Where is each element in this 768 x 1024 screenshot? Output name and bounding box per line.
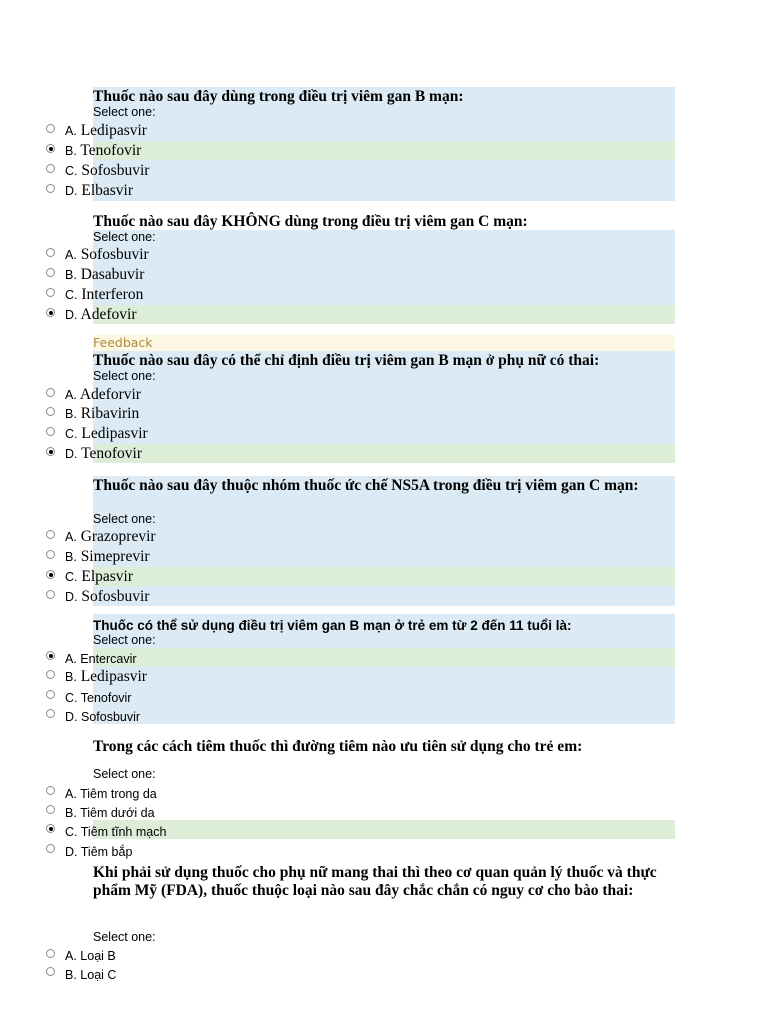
option-c[interactable]: C. Ledipasvir: [65, 425, 148, 442]
radio-button[interactable]: [46, 388, 55, 397]
option-a[interactable]: A. Grazoprevir: [65, 528, 156, 545]
radio-button[interactable]: [46, 447, 55, 456]
option-b[interactable]: B. Tiêm dưới da: [65, 806, 155, 820]
option-c[interactable]: C. Tenofovir: [65, 691, 132, 705]
option-d[interactable]: D. Adefovir: [65, 306, 137, 323]
option-d[interactable]: D. Sofosbuvir: [65, 588, 150, 605]
option-d[interactable]: D. Elbasvir: [65, 182, 134, 199]
radio-button[interactable]: [46, 124, 55, 133]
radio-button[interactable]: [46, 967, 55, 976]
radio-button[interactable]: [46, 709, 55, 718]
option-d[interactable]: D. Tenofovir: [65, 445, 143, 462]
question-text: Thuốc nào sau đây thuộc nhóm thuốc ức chế NS5A trong điều trị viêm gan C mạn:: [93, 477, 639, 494]
option-d[interactable]: D. Sofosbuvir: [65, 710, 141, 724]
question-text: Thuốc nào sau đây có thể chỉ định điều trị viêm gan B mạn ở phụ nữ có thai:: [93, 352, 600, 369]
option-b[interactable]: B. Tenofovir: [65, 142, 142, 159]
radio-button[interactable]: [46, 288, 55, 297]
radio-button[interactable]: [46, 844, 55, 853]
select-one-label: Select one:: [93, 633, 156, 647]
select-one-label: Select one:: [93, 767, 156, 781]
radio-button[interactable]: [46, 690, 55, 699]
radio-button[interactable]: [46, 530, 55, 539]
radio-button[interactable]: [46, 164, 55, 173]
radio-button[interactable]: [46, 184, 55, 193]
option-a[interactable]: A. Ledipasvir: [65, 122, 147, 139]
option-b[interactable]: B. Ledipasvir: [65, 668, 147, 685]
radio-button[interactable]: [46, 550, 55, 559]
option-d[interactable]: D. Tiêm bắp: [65, 845, 133, 859]
option-c[interactable]: C. Tiêm tĩnh mạch: [65, 825, 167, 839]
select-one-label: Select one:: [93, 369, 156, 383]
radio-button[interactable]: [46, 670, 55, 679]
question-text: Thuốc nào sau đây KHÔNG dùng trong điều trị viêm gan C mạn:: [93, 213, 528, 230]
selected-highlight: [93, 648, 675, 667]
option-a[interactable]: A. Loại B: [65, 949, 116, 963]
radio-button[interactable]: [46, 590, 55, 599]
select-one-label: Select one:: [93, 930, 156, 944]
question-text: Khi phải sử dụng thuốc cho phụ nữ mang thai thì theo cơ quan quản lý thuốc và thực phẩm Mỹ (FDA), thuốc thuộc loại nào sau đây chắc chắn có nguy cơ cho bào thai:: [93, 864, 657, 899]
radio-button[interactable]: [46, 570, 55, 579]
selected-highlight: [93, 305, 675, 324]
option-a[interactable]: A. Sofosbuvir: [65, 246, 149, 263]
question-text: Thuốc có thể sử dụng điều trị viêm gan B mạn ở trẻ em từ 2 đến 11 tuổi là:: [93, 618, 572, 633]
option-b[interactable]: B. Simeprevir: [65, 548, 150, 565]
radio-button[interactable]: [46, 407, 55, 416]
option-c[interactable]: C. Elpasvir: [65, 568, 134, 585]
select-one-label: Select one:: [93, 512, 156, 526]
question-text: Thuốc nào sau đây dùng trong điều trị viêm gan B mạn:: [93, 88, 464, 105]
select-one-label: Select one:: [93, 230, 156, 244]
question-block: [93, 476, 675, 606]
question-text: Trong các cách tiêm thuốc thì đường tiêm nào ưu tiên sử dụng cho trẻ em:: [93, 738, 583, 755]
selected-highlight: [93, 567, 675, 586]
feedback-label: Feedback: [93, 335, 675, 351]
option-a[interactable]: A. Adeforvir: [65, 386, 141, 403]
selected-highlight: [93, 141, 675, 160]
radio-button[interactable]: [46, 786, 55, 795]
option-c[interactable]: C. Sofosbuvir: [65, 162, 150, 179]
radio-button[interactable]: [46, 949, 55, 958]
selected-highlight: [93, 444, 675, 463]
radio-button[interactable]: [46, 308, 55, 317]
radio-button[interactable]: [46, 805, 55, 814]
radio-button[interactable]: [46, 268, 55, 277]
option-c[interactable]: C. Interferon: [65, 286, 144, 303]
selected-highlight: [93, 820, 675, 839]
option-a[interactable]: A. Entercavir: [65, 652, 137, 666]
radio-button[interactable]: [46, 651, 55, 660]
radio-button[interactable]: [46, 427, 55, 436]
option-a[interactable]: A. Tiêm trong da: [65, 787, 157, 801]
option-b[interactable]: B. Dasabuvir: [65, 266, 145, 283]
option-b[interactable]: B. Loại C: [65, 968, 117, 982]
radio-button[interactable]: [46, 824, 55, 833]
option-b[interactable]: B. Ribavirin: [65, 405, 140, 422]
select-one-label: Select one:: [93, 105, 156, 119]
radio-button[interactable]: [46, 248, 55, 257]
radio-button[interactable]: [46, 144, 55, 153]
